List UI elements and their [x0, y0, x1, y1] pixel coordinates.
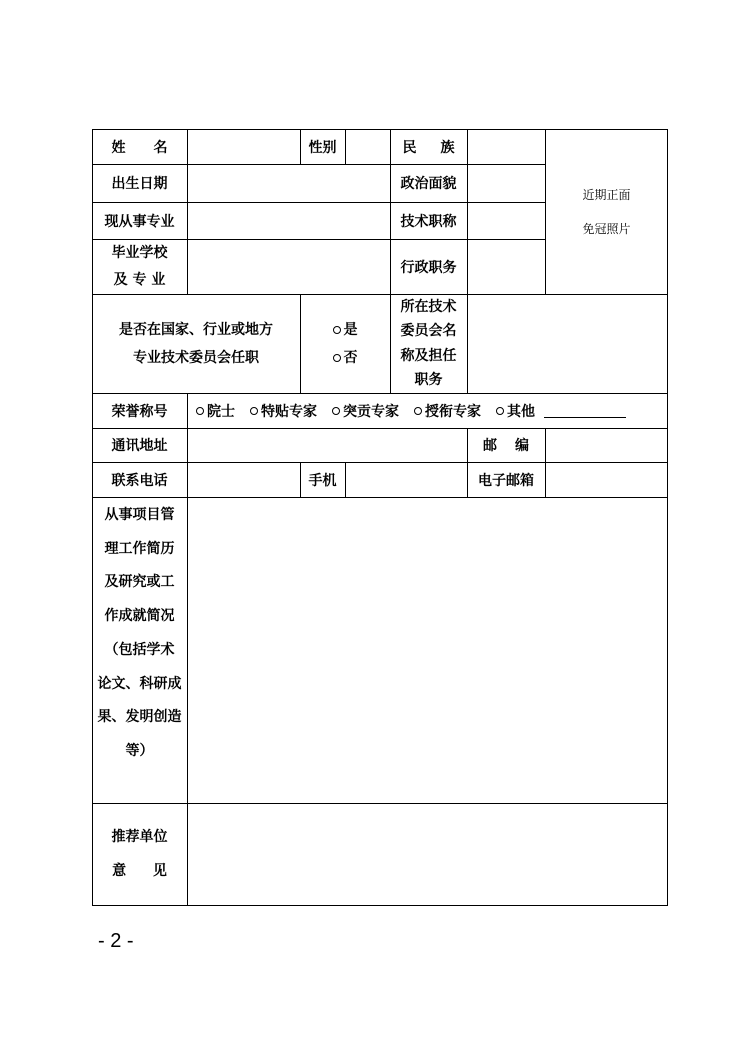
- political-label: 政治面貌: [400, 176, 457, 192]
- no-radio[interactable]: 否: [333, 344, 358, 372]
- radio-circle-icon: [250, 407, 258, 415]
- radio-circle-icon: [414, 407, 422, 415]
- photo-line-2: 免冠照片: [582, 221, 631, 236]
- ethnicity-label: 民 族: [402, 139, 455, 156]
- school-label: 毕业学校 及 专 业: [111, 244, 168, 288]
- gender-field[interactable]: [346, 129, 390, 164]
- tech-title-label: 技术职称: [400, 213, 457, 230]
- radio-circle-icon: [496, 407, 504, 415]
- yes-radio[interactable]: 是: [333, 316, 358, 344]
- honor-option-academician[interactable]: 院士: [196, 401, 235, 421]
- honor-options: [188, 393, 667, 428]
- radio-circle-icon: [333, 326, 341, 334]
- postcode-label: 邮 编: [483, 438, 529, 454]
- honor-other-input[interactable]: [544, 403, 626, 418]
- radio-circle-icon: [333, 354, 341, 362]
- photo-box[interactable]: [546, 129, 667, 294]
- email-label: 电子邮箱: [478, 472, 534, 489]
- honor-option-other[interactable]: 其他: [496, 401, 626, 421]
- honor-option-outstanding[interactable]: 突贡专家: [332, 401, 399, 421]
- current-major-field[interactable]: [188, 202, 390, 239]
- name-label: 姓 名: [111, 139, 168, 156]
- page-number: - 2 -: [98, 930, 134, 952]
- committee-yes-no: [300, 294, 390, 393]
- honor-option-titled[interactable]: 授衔专家: [414, 401, 481, 421]
- birthdate-label: 出生日期: [111, 176, 168, 192]
- mobile-label: 手机: [308, 472, 337, 489]
- recommend-field[interactable]: [188, 803, 667, 905]
- radio-circle-icon: [196, 407, 204, 415]
- application-form-table: [92, 129, 668, 906]
- name-field[interactable]: [188, 129, 300, 164]
- committee-name-label: 所在技术 委员会名 称及担任 职务: [400, 298, 457, 388]
- mobile-field[interactable]: [346, 462, 467, 497]
- address-label: 通讯地址: [111, 438, 168, 454]
- work-history-field[interactable]: [188, 497, 667, 803]
- recommend-label: 推荐单位 意 见: [111, 829, 168, 879]
- committee-question-label: 是否在国家、行业或地方 专业技术委员会任职: [119, 321, 273, 366]
- school-field[interactable]: [188, 239, 390, 294]
- birthdate-field[interactable]: [188, 164, 390, 202]
- phone-field[interactable]: [188, 462, 300, 497]
- admin-post-label: 行政职务: [400, 259, 457, 276]
- tech-title-field[interactable]: [468, 202, 545, 239]
- honor-option-special-allowance[interactable]: 特贴专家: [250, 401, 317, 421]
- political-field[interactable]: [468, 164, 545, 202]
- committee-name-field[interactable]: [468, 294, 667, 393]
- address-field[interactable]: [188, 428, 467, 462]
- gender-label: 性别: [308, 139, 337, 156]
- photo-line-1: 近期正面: [582, 187, 631, 202]
- postcode-field[interactable]: [546, 428, 667, 462]
- honor-label: 荣誉称号: [111, 403, 168, 420]
- ethnicity-field[interactable]: [468, 129, 545, 164]
- phone-label: 联系电话: [111, 472, 168, 489]
- current-major-label: 现从事专业: [104, 213, 175, 230]
- admin-post-field[interactable]: [468, 239, 545, 294]
- email-field[interactable]: [546, 462, 667, 497]
- radio-circle-icon: [332, 407, 340, 415]
- work-history-label: 从事项目管 理工作简历 及研究或工 作成就简况 （包括学术 论文、科研成 果、发明创造 等）: [97, 507, 182, 759]
